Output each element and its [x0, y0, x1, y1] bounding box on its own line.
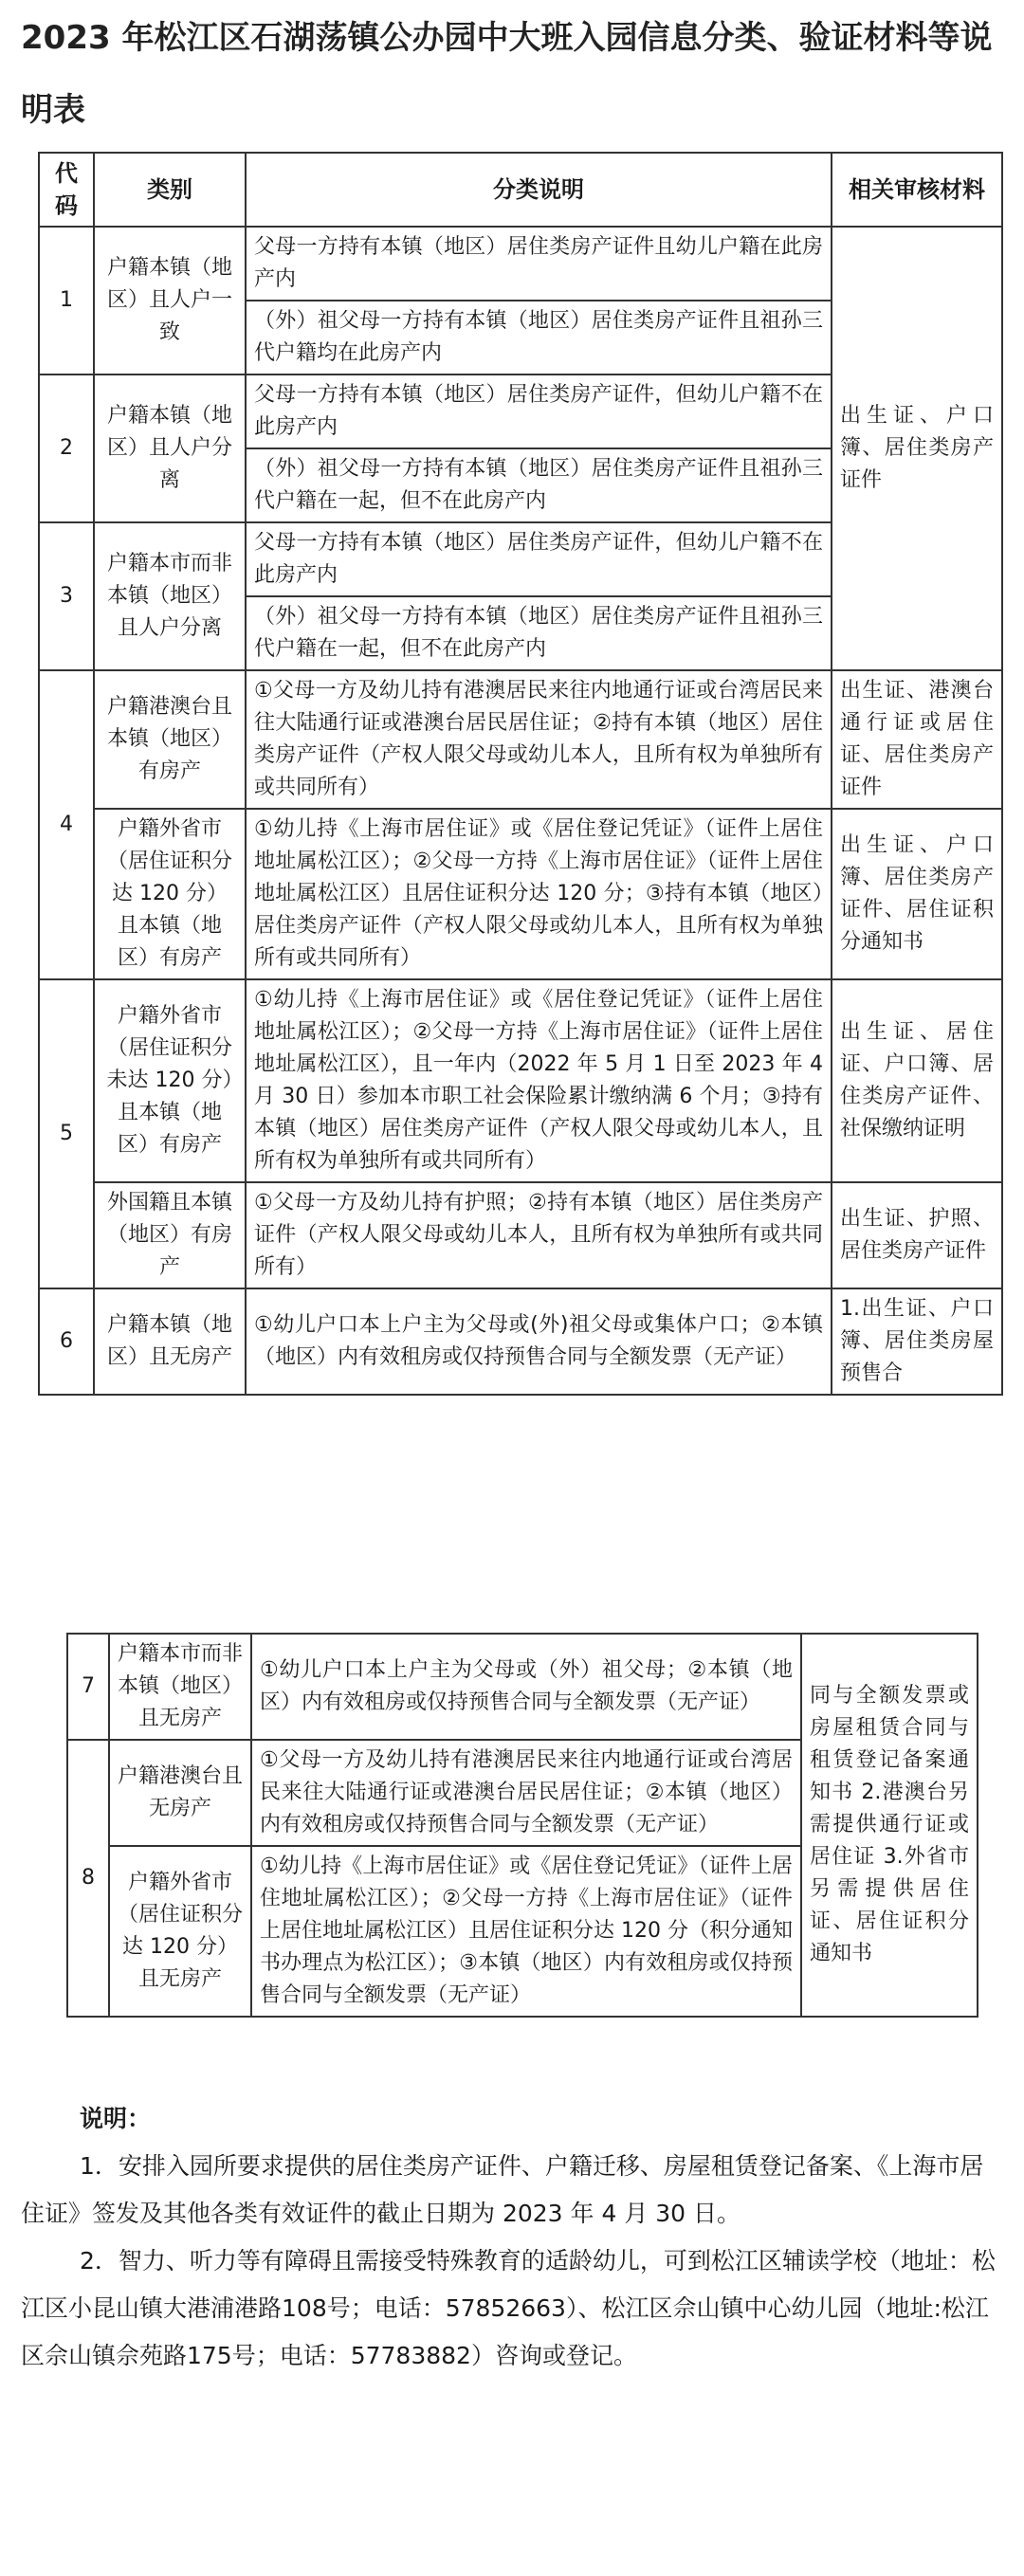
row-category: 户籍港澳台且本镇（地区）有房产	[94, 670, 246, 809]
table-row	[39, 809, 1002, 979]
table-row	[39, 227, 1002, 301]
table-row	[39, 1182, 1002, 1288]
row-description: 父母一方持有本镇（地区）居住类房产证件，但幼儿户籍不在此房产内	[246, 375, 832, 448]
row-description: （外）祖父母一方持有本镇（地区）居住类房产证件且祖孙三代户籍在一起，但不在此房产内	[246, 448, 832, 522]
notes-heading: 说明：	[80, 2105, 152, 2132]
row-description: ①幼儿持《上海市居住证》或《居住登记凭证》（证件上居住地址属松江区）；②父母一方持《上海市居住证》（证件上居住地址属松江区），且一年内（2022 年 5 月 1 日至 2023 年 4 月 30 日）参加本市职工社会保险累计缴纳满 6 个月；③持有本镇（地区）居住类房产证件（产权人限父母或幼儿本人，且所有权为单独所有或共同所有）	[246, 979, 832, 1182]
info-table-part1	[38, 152, 1003, 1396]
row-category: 户籍港澳台且无房产	[109, 1740, 251, 1846]
header-row	[39, 153, 1002, 227]
row-category: 户籍本镇（地区）且人户一致	[94, 227, 246, 375]
row-description: （外）祖父母一方持有本镇（地区）居住类房产证件且祖孙三代户籍在一起，但不在此房产内	[246, 596, 832, 670]
row-category: 户籍本市而非本镇（地区）且无房产	[109, 1634, 251, 1740]
header-category: 类别	[94, 153, 246, 227]
row-description: ①父母一方及幼儿持有港澳居民来往内地通行证或台湾居民来往大陆通行证或港澳台居民居住证；②本镇（地区）内有效租房或仅持预售合同与全额发票（无产证）	[251, 1740, 801, 1846]
row-description: ①幼儿持《上海市居住证》或《居住登记凭证》（证件上居住地址属松江区）；②父母一方持《上海市居住证》（证件上居住地址属松江区）且居住证积分达 120 分（积分通知书办理点为松江区）；③本镇（地区）内有效租房或仅持预售合同与全额发票（无产证）	[251, 1846, 801, 2017]
row-code: 4	[39, 670, 94, 979]
row-description: ①幼儿持《上海市居住证》或《居住登记凭证》（证件上居住地址属松江区）；②父母一方持《上海市居住证》（证件上居住地址属松江区）且居住证积分达 120 分；③持有本镇（地区）居住类房产证件（产权人限父母或幼儿本人，且所有权为单独所有或共同所有）	[246, 809, 832, 979]
note-paragraph: 2．智力、听力等有障碍且需接受特殊教育的适龄幼儿，可到松江区辅读学校（地址：松江区小昆山镇大港浦港路108号；电话：57852663）、松江区佘山镇中心幼儿园（地址:松江区佘山镇佘苑路175号；电话：57783882）咨询或登记。	[21, 2247, 996, 2369]
table-row	[67, 1634, 978, 1740]
row-category: 户籍本镇（地区）且人户分离	[94, 375, 246, 522]
notes-section	[21, 2095, 1007, 2380]
row-materials: 出生证、护照、居住类房产证件	[832, 1182, 1002, 1288]
row-code: 8	[67, 1740, 109, 2017]
row-materials: 1.出生证、户口簿、居住类房屋预售合	[832, 1288, 1002, 1395]
row-category: 户籍外省市（居住证积分达 120 分）且本镇（地区）有房产	[94, 809, 246, 979]
row-code: 1	[39, 227, 94, 375]
row-category: 户籍本镇（地区）且无房产	[94, 1288, 246, 1395]
row-description: ①幼儿户口本上户主为父母或(外)祖父母或集体户口；②本镇（地区）内有效租房或仅持预售合同与全额发票（无产证）	[246, 1288, 832, 1395]
row-category: 外国籍且本镇（地区）有房产	[94, 1182, 246, 1288]
row-description: 父母一方持有本镇（地区）居住类房产证件，但幼儿户籍不在此房产内	[246, 522, 832, 596]
header-code: 代码	[39, 153, 94, 227]
row-description: ①父母一方及幼儿持有港澳居民来往内地通行证或台湾居民来往大陆通行证或港澳台居民居住证；②持有本镇（地区）居住类房产证件（产权人限父母或幼儿本人，且所有权为单独所有或共同所有）	[246, 670, 832, 809]
row-code: 3	[39, 522, 94, 670]
row-code: 7	[67, 1634, 109, 1740]
row-code: 5	[39, 979, 94, 1288]
note-paragraph: 1．安排入园所要求提供的居住类房产证件、户籍迁移、房屋租赁登记备案、《上海市居住证》签发及其他各类有效证件的截止日期为 2023 年 4 月 30 日。	[21, 2152, 984, 2227]
info-table-part2	[66, 1633, 978, 2018]
row-materials: 出生证、港澳台通行证或居住证、居住类房产证件	[832, 670, 1002, 809]
row-materials: 出生证、户口簿、居住类房产证件、居住证积分通知书	[832, 809, 1002, 979]
row-description: 父母一方持有本镇（地区）居住类房产证件且幼儿户籍在此房产内	[246, 227, 832, 301]
row-materials: 出生证、居住证、户口簿、居住类房产证件、社保缴纳证明	[832, 979, 1002, 1182]
row-description: ①幼儿户口本上户主为父母或（外）祖父母；②本镇（地区）内有效租房或仅持预售合同与全额发票（无产证）	[251, 1634, 801, 1740]
header-description: 分类说明	[246, 153, 832, 227]
row-category: 户籍外省市（居住证积分达 120 分）且无房产	[109, 1846, 251, 2017]
row-code: 6	[39, 1288, 94, 1395]
page-title: 2023 年松江区石湖荡镇公办园中大班入园信息分类、验证材料等说明表	[21, 19, 993, 129]
table-row	[39, 670, 1002, 809]
header-materials: 相关审核材料	[832, 153, 1002, 227]
row-category: 户籍外省市（居住证积分未达 120 分）且本镇（地区）有房产	[94, 979, 246, 1182]
row-materials: 出生证、户口簿、居住类房产证件	[832, 227, 1002, 670]
table-row	[39, 979, 1002, 1182]
row-description: ①父母一方及幼儿持有护照；②持有本镇（地区）居住类房产证件（产权人限父母或幼儿本人，且所有权为单独所有或共同所有）	[246, 1182, 832, 1288]
row-code: 2	[39, 375, 94, 522]
table-row	[39, 1288, 1002, 1395]
row-description: （外）祖父母一方持有本镇（地区）居住类房产证件且祖孙三代户籍均在此房产内	[246, 301, 832, 375]
row-category: 户籍本市而非本镇（地区）且人户分离	[94, 522, 246, 670]
row-materials: 同与全额发票或房屋租赁合同与租赁登记备案通知书 2.港澳台另需提供通行证或居住证 3.外省市另需提供居住证、居住证积分通知书	[801, 1634, 978, 2017]
